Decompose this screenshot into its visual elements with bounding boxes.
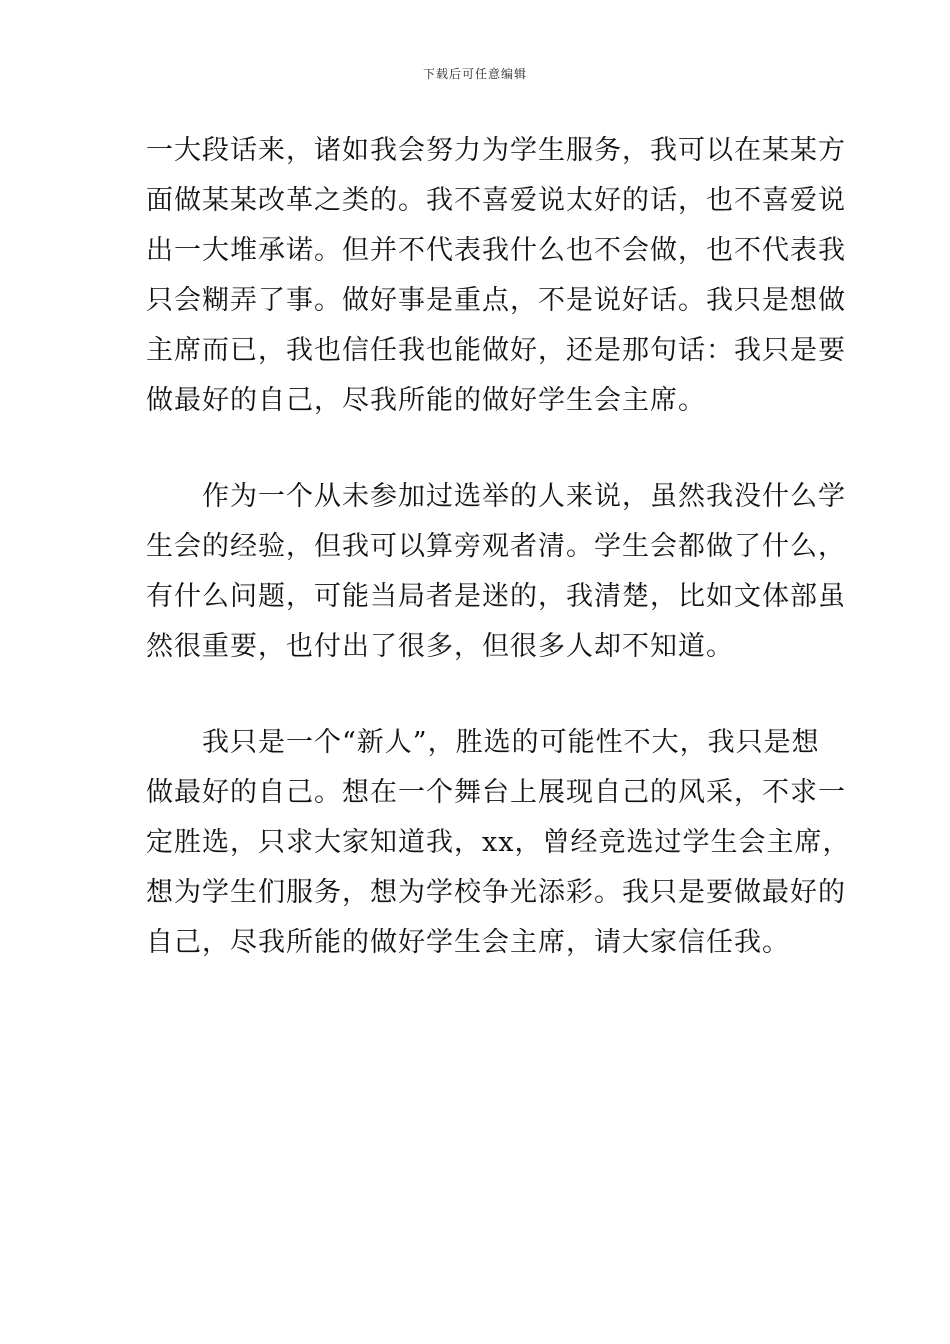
text-line: 我只是一个“新人”，胜选的可能性不大，我只是想 [146, 727, 820, 758]
document-body [146, 126, 851, 968]
paragraph-gap [146, 672, 806, 718]
page-header-note: 下载后可任意编辑 [422, 67, 527, 81]
paragraph-gap [146, 426, 806, 472]
paragraph-3 [146, 718, 851, 968]
text-line: 出一大堆承诺。但并不代表我什么也不会做，也不代表我 [146, 235, 846, 266]
text-line: 定胜选，只求大家知道我，xx，曾经竞选过学生会主席， [146, 827, 851, 858]
text-line: 只会糊弄了事。做好事是重点，不是说好话。我只是想做 [146, 285, 846, 316]
text-line: 自己，尽我所能的做好学生会主席，请大家信任我。 [146, 927, 790, 958]
text-line: 想为学生们服务，想为学校争光添彩。我只是要做最好的 [146, 877, 846, 908]
text-line: 一大段话来，诸如我会努力为学生服务，我可以在某某方 [146, 135, 846, 166]
paragraph-2 [146, 472, 846, 672]
text-line: 主席而已，我也信任我也能做好，还是那句话：我只是要 [146, 335, 846, 366]
text-line: 有什么问题，可能当局者是迷的，我清楚，比如文体部虽 [146, 581, 846, 612]
text-line: 然很重要，也付出了很多，但很多人却不知道。 [146, 631, 734, 662]
text-line: 做最好的自己。想在一个舞台上展现自己的风采，不求一 [146, 777, 846, 808]
text-line: 面做某某改革之类的。我不喜爱说太好的话，也不喜爱说 [146, 185, 846, 216]
paragraph-1 [146, 126, 846, 426]
text-line: 作为一个从未参加过选举的人来说，虽然我没什么学 [146, 481, 846, 512]
text-line: 做最好的自己，尽我所能的做好学生会主席。 [146, 385, 706, 416]
text-line: 生会的经验，但我可以算旁观者清。学生会都做了什么， [146, 531, 846, 562]
